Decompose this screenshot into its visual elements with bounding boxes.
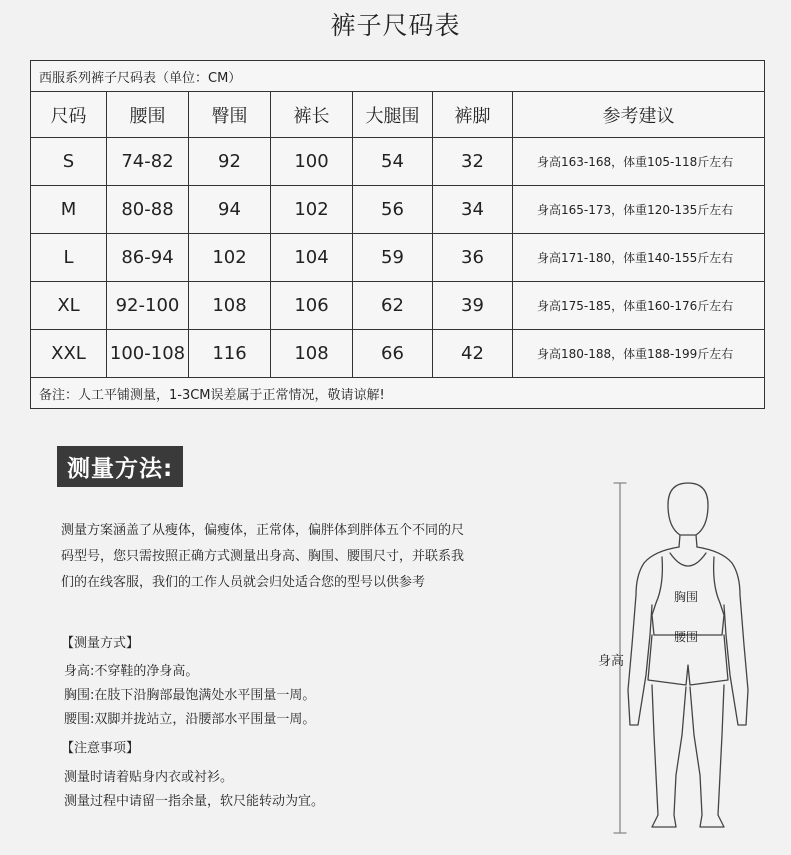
table-row [31, 282, 765, 330]
cell-hem: 34 [433, 186, 513, 234]
header-hip: 臀围 [189, 92, 271, 138]
header-advice: 参考建议 [513, 92, 765, 138]
cell-length: 104 [271, 234, 353, 282]
body-figure [590, 475, 790, 845]
cell-size: XL [31, 282, 107, 330]
cell-size: XXL [31, 330, 107, 378]
cell-thigh: 66 [353, 330, 433, 378]
measure-waist: 腰围:双脚并拢站立，沿腰部水平围量一周。 [64, 712, 316, 727]
cell-advice: 身高163-168，体重105-118斤左右 [513, 138, 765, 186]
table-row [31, 330, 765, 378]
cell-hip: 92 [189, 138, 271, 186]
table-row [31, 138, 765, 186]
cell-hem: 42 [433, 330, 513, 378]
cell-length: 106 [271, 282, 353, 330]
cell-thigh: 54 [353, 138, 433, 186]
cell-advice: 身高171-180，体重140-155斤左右 [513, 234, 765, 282]
notice-head: 【注意事项】 [61, 741, 140, 756]
measure-head: 【测量方式】 [61, 636, 140, 651]
cell-size: L [31, 234, 107, 282]
header-waist: 腰围 [107, 92, 189, 138]
cell-waist: 80-88 [107, 186, 189, 234]
table-header-row [31, 92, 765, 138]
measure-height: 身高:不穿鞋的净身高。 [64, 664, 199, 679]
cell-advice: 身高165-173，体重120-135斤左右 [513, 186, 765, 234]
notice-underwear: 测量时请着贴身内衣或衬衫。 [64, 770, 234, 785]
table-row [31, 186, 765, 234]
cell-size: S [31, 138, 107, 186]
cell-thigh: 62 [353, 282, 433, 330]
method-intro [61, 518, 523, 596]
cell-waist: 74-82 [107, 138, 189, 186]
cell-hip: 116 [189, 330, 271, 378]
chest-label: 胸围 [674, 590, 699, 604]
table-caption: 西服系列裤子尺码表（单位：CM） [31, 61, 765, 92]
cell-size: M [31, 186, 107, 234]
cell-hip: 102 [189, 234, 271, 282]
cell-hem: 32 [433, 138, 513, 186]
header-thigh: 大腿围 [353, 92, 433, 138]
header-length: 裤长 [271, 92, 353, 138]
measure-chest: 胸围:在肢下沿胸部最饱满处水平围量一周。 [64, 688, 316, 703]
table-note: 备注：人工平铺测量，1-3CM误差属于正常情况，敬请谅解! [31, 378, 765, 409]
cell-waist: 92-100 [107, 282, 189, 330]
cell-thigh: 56 [353, 186, 433, 234]
intro-line: 们的在线客服，我们的工作人员就会归处适合您的型号以供参考 [61, 575, 426, 590]
header-hem: 裤脚 [433, 92, 513, 138]
cell-advice: 身高180-188，体重188-199斤左右 [513, 330, 765, 378]
size-table [30, 60, 765, 409]
height-label: 身高 [598, 654, 625, 669]
cell-waist: 86-94 [107, 234, 189, 282]
intro-line: 码型号，您只需按照正确方式测量出身高、胸围、腰围尺寸，并联系我 [61, 549, 465, 564]
cell-hem: 39 [433, 282, 513, 330]
cell-length: 100 [271, 138, 353, 186]
header-size: 尺码 [31, 92, 107, 138]
cell-length: 102 [271, 186, 353, 234]
waist-label: 腰围 [674, 630, 699, 644]
cell-advice: 身高175-185，体重160-176斤左右 [513, 282, 765, 330]
cell-hem: 36 [433, 234, 513, 282]
cell-hip: 94 [189, 186, 271, 234]
cell-waist: 100-108 [107, 330, 189, 378]
method-badge: 测量方法: [57, 446, 183, 487]
cell-thigh: 59 [353, 234, 433, 282]
table-row [31, 234, 765, 282]
notice-allowance: 测量过程中请留一指余量，软尺能转动为宜。 [64, 794, 325, 809]
cell-hip: 108 [189, 282, 271, 330]
cell-length: 108 [271, 330, 353, 378]
page-title: 裤子尺码表 [330, 11, 461, 40]
intro-line: 测量方案涵盖了从瘦体，偏瘦体，正常体，偏胖体到胖体五个不同的尺 [61, 523, 465, 538]
